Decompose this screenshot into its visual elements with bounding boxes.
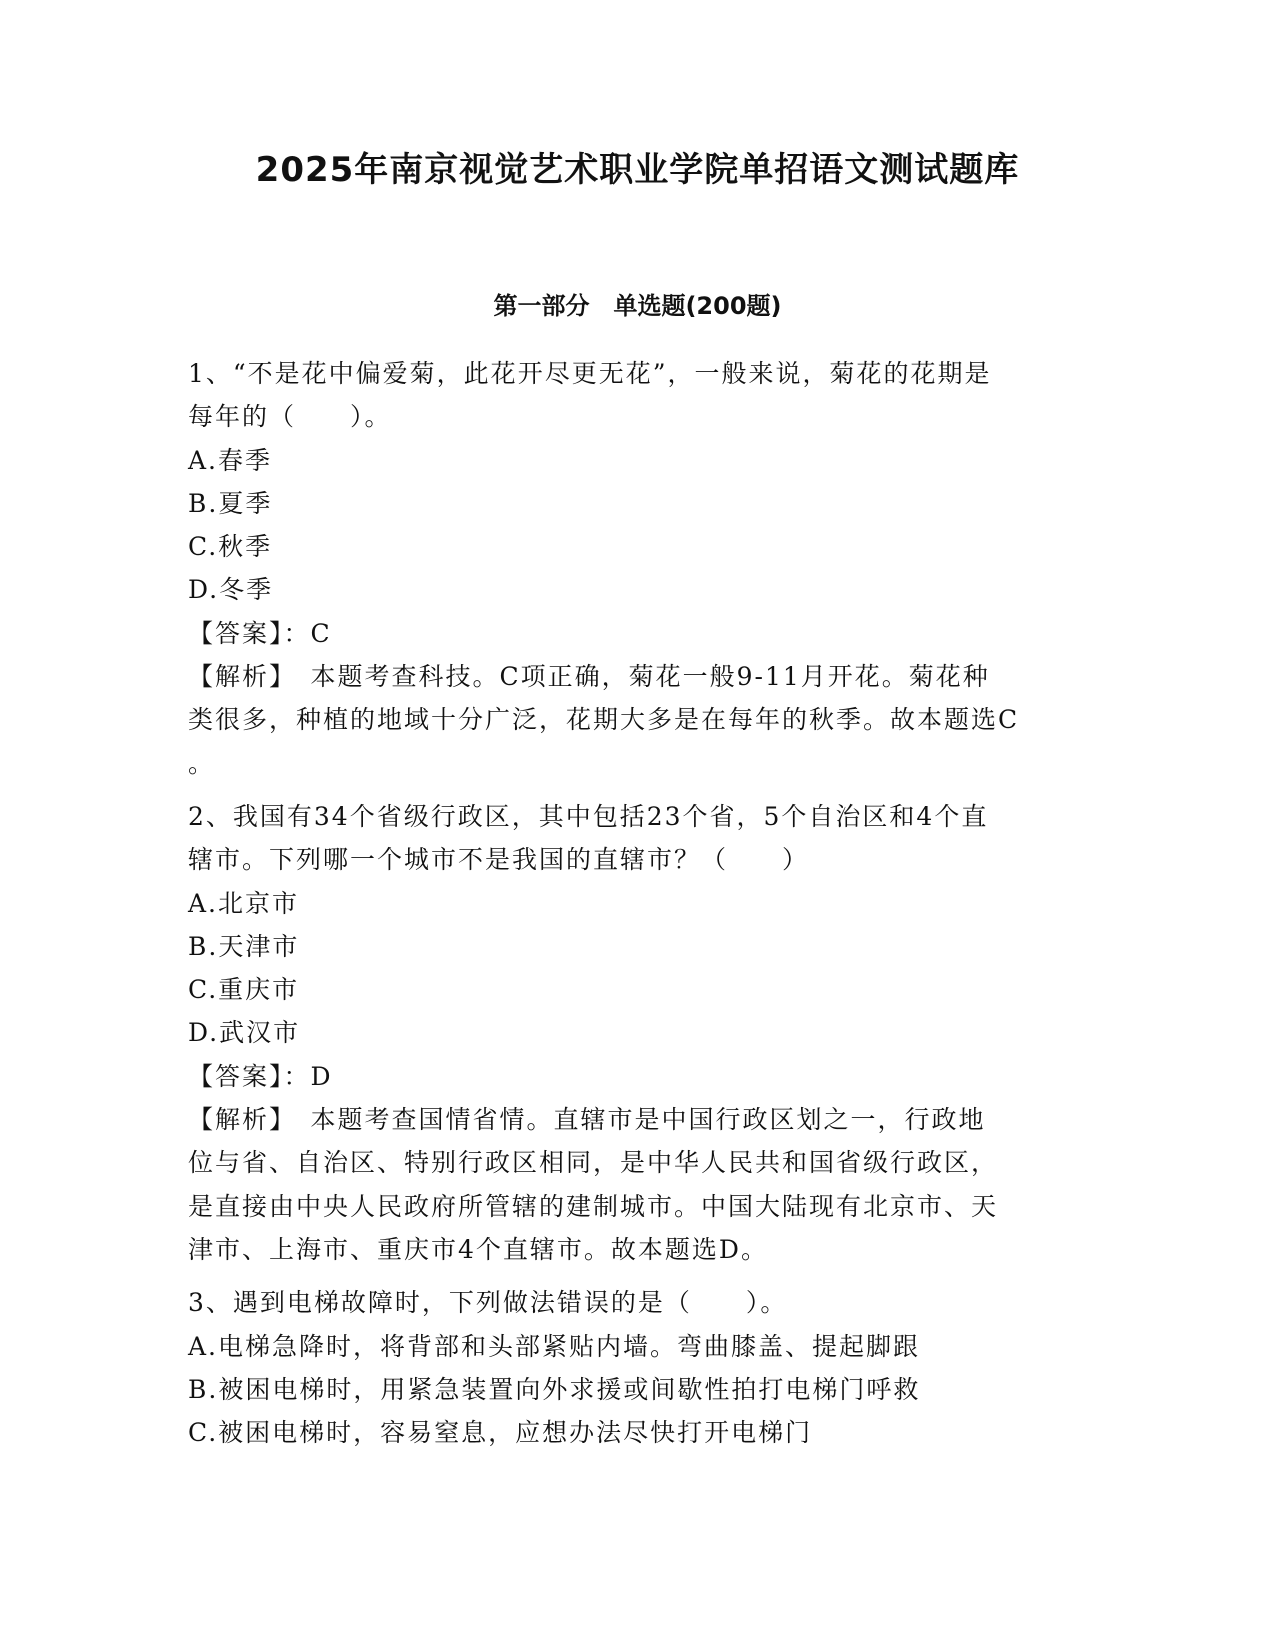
answer-key: C xyxy=(310,618,332,648)
analysis-line: 位与省、自治区、特别行政区相同，是中华人民共和国省级行政区， xyxy=(188,1148,999,1178)
analysis-line: 【解析】 本题考查科技。C项正确，菊花一般9-11月开花。菊花种 xyxy=(188,662,990,692)
option-b: B.天津市 xyxy=(188,931,300,961)
option-c: C.被困电梯时，容易窒息，应想办法尽快打开电梯门 xyxy=(188,1418,813,1448)
answer-label: 【答案】： xyxy=(188,1061,311,1091)
question-list xyxy=(188,352,1088,1464)
question-3 xyxy=(188,1281,1088,1454)
answer-line xyxy=(188,612,1088,655)
analysis-line: 【解析】 本题考查国情省情。直辖市是中国行政区划之一，行政地 xyxy=(188,1105,986,1135)
option-a: A.电梯急降时，将背部和头部紧贴内墙。弯曲膝盖、提起脚跟 xyxy=(188,1331,921,1361)
analysis-line: 津市、上海市、重庆市4个直辖市。故本题选D。 xyxy=(188,1234,768,1264)
question-stem-line: 2、我国有34个省级行政区，其中包括23个省，5个自治区和4个直 xyxy=(188,801,989,831)
answer-line xyxy=(188,1055,1088,1098)
option-b: B.夏季 xyxy=(188,488,273,518)
analysis-line: 类很多，种植的地域十分广泛，花期大多是在每年的秋季。故本题选C xyxy=(188,705,1020,735)
question-stem-line: 辖市。下列哪一个城市不是我国的直辖市？（ ） xyxy=(188,845,810,875)
option-d: D.武汉市 xyxy=(188,1018,301,1048)
option-a: A.春季 xyxy=(188,445,273,475)
question-stem-line: 1、“不是花中偏爱菊，此花开尽更无花”，一般来说，菊花的花期是 xyxy=(188,359,992,388)
option-d: D.冬季 xyxy=(188,575,274,605)
option-c: C.秋季 xyxy=(188,532,273,562)
question-stem-line: 3、遇到电梯故障时，下列做法错误的是（ ）。 xyxy=(188,1288,788,1318)
question-stem-line: 每年的（ ）。 xyxy=(188,402,392,432)
question-1 xyxy=(188,352,1088,785)
analysis-line: 。 xyxy=(188,748,216,778)
document-title: 2025年南京视觉艺术职业学院单招语文测试题库 xyxy=(255,150,1020,190)
option-a: A.北京市 xyxy=(188,888,300,918)
answer-key: D xyxy=(310,1061,333,1091)
answer-label: 【答案】： xyxy=(188,618,311,648)
section-title: 第一部分 单选题(200题) xyxy=(493,292,782,320)
option-c: C.重庆市 xyxy=(188,975,300,1005)
question-2 xyxy=(188,795,1088,1271)
analysis-line: 是直接由中央人民政府所管辖的建制城市。中国大陆现有北京市、天 xyxy=(188,1191,999,1221)
option-b: B.被困电梯时，用紧急装置向外求援或间歇性拍打电梯门呼救 xyxy=(188,1374,921,1404)
